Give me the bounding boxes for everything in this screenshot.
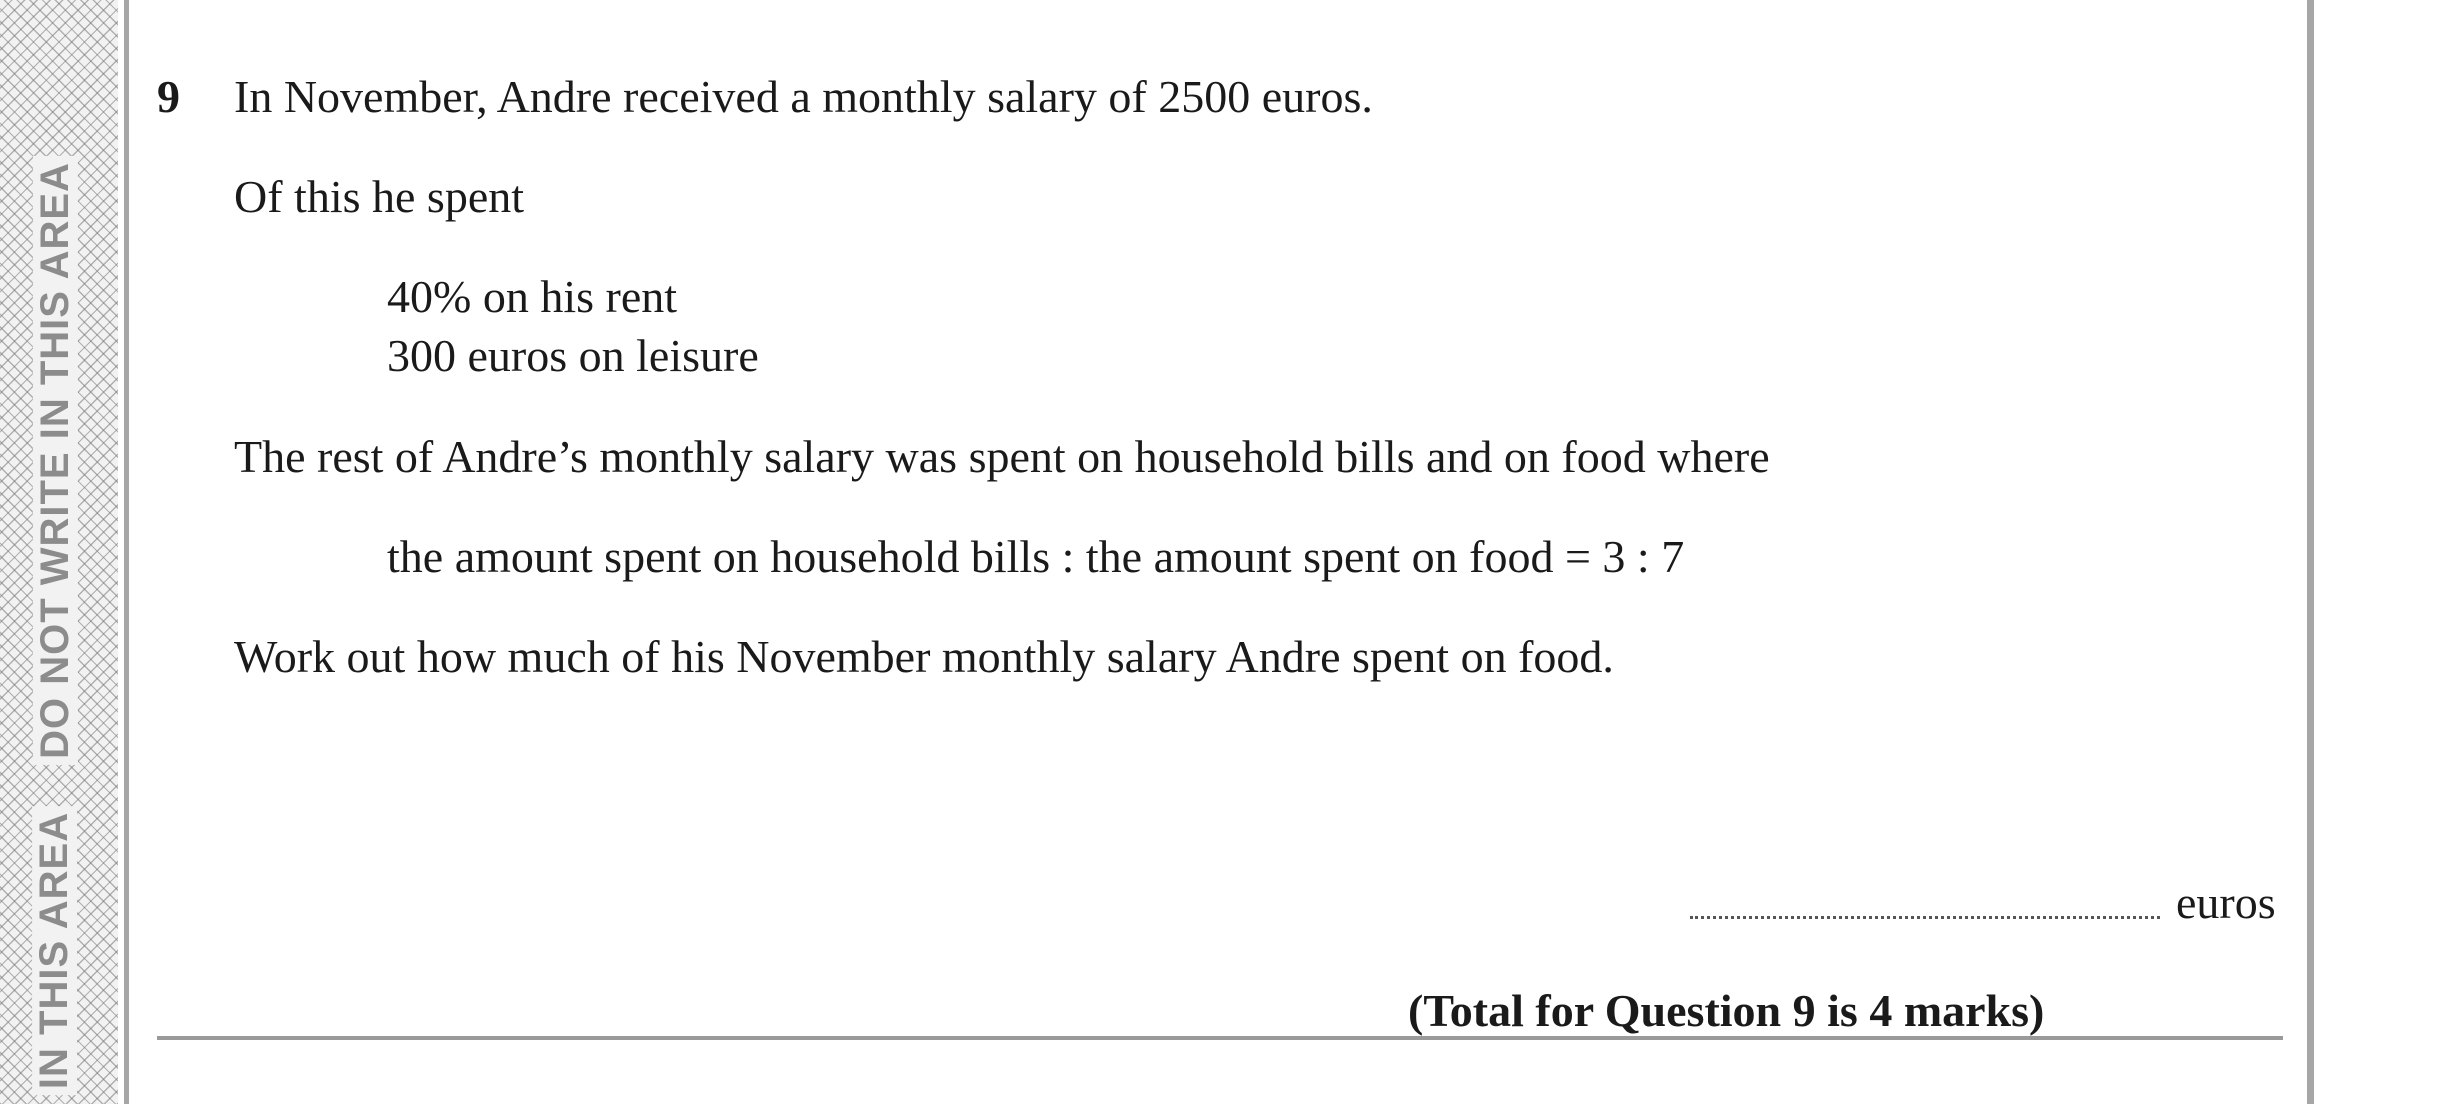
spent-item-leisure: 300 euros on leisure xyxy=(387,330,759,381)
margin-label-lower-container xyxy=(0,790,110,1104)
frame-left-border xyxy=(124,0,129,1104)
ratio-text: the amount spent on household bills : the amount spent on food = 3 : 7 xyxy=(387,531,1685,582)
spent-item-rent: 40% on his rent xyxy=(387,271,678,322)
margin-label-upper: DO NOT WRITE IN THIS AREA xyxy=(33,156,78,765)
rest-text: The rest of Andre’s monthly salary was spent on household bills and on food where xyxy=(234,431,1770,482)
answer-unit: euros xyxy=(2176,877,2276,928)
bottom-rule xyxy=(157,1036,2283,1040)
frame-right-border xyxy=(2307,0,2314,1104)
answer-line[interactable] xyxy=(1690,916,2160,919)
margin-label-lower: IN THIS AREA xyxy=(33,805,78,1094)
task-text: Work out how much of his November monthly salary Andre spent on food. xyxy=(234,631,1614,682)
question-intro: In November, Andre received a monthly salary of 2500 euros. xyxy=(234,71,1373,122)
total-marks: (Total for Question 9 is 4 marks) xyxy=(1408,985,2045,1036)
spent-heading: Of this he spent xyxy=(234,171,525,222)
question-number: 9 xyxy=(157,71,180,122)
do-not-write-margin xyxy=(0,0,118,1104)
margin-label-upper-container xyxy=(0,161,110,759)
